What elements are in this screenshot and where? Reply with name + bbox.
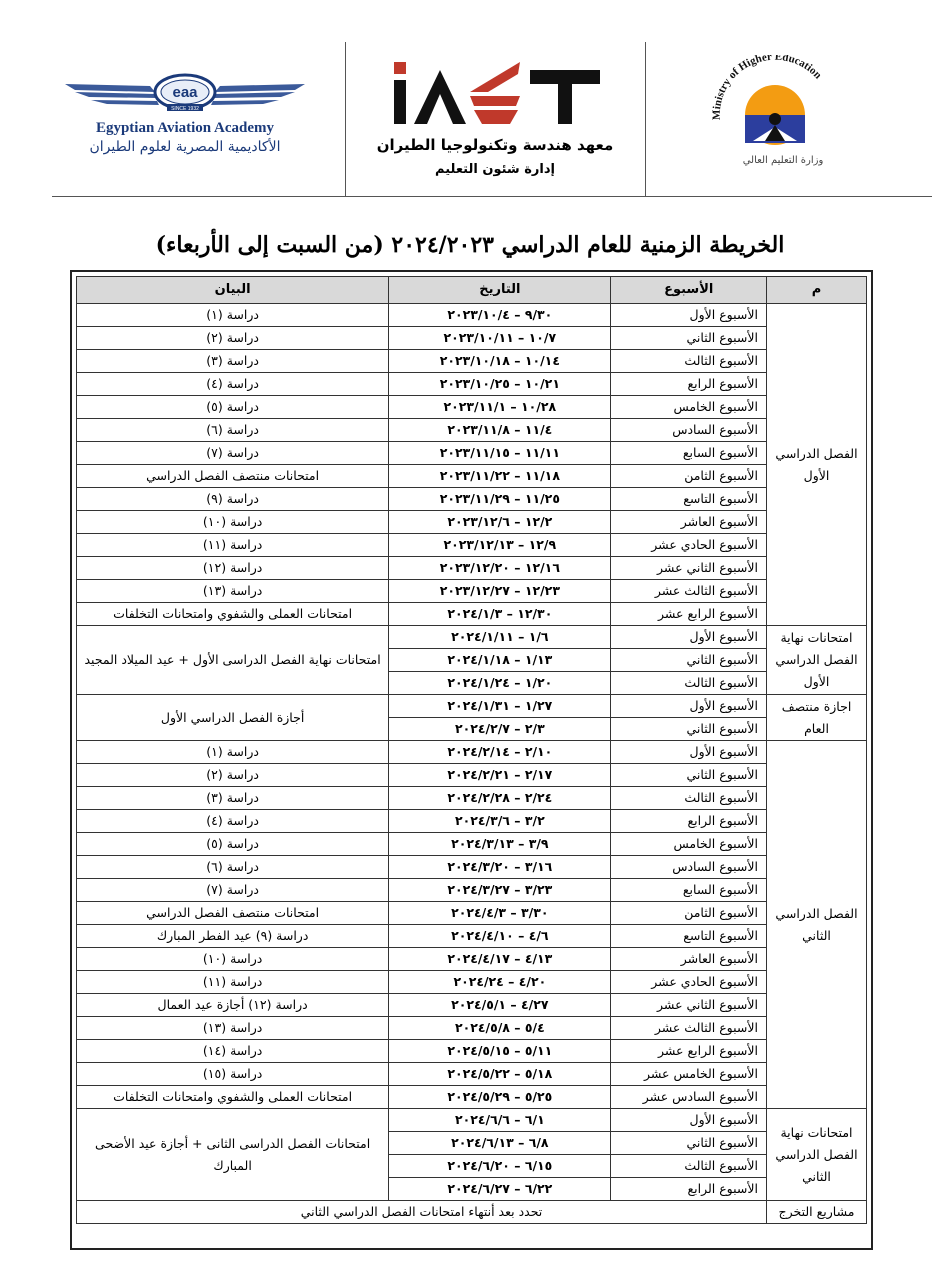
table-row [77, 396, 867, 419]
merged-desc-cell: امتحانات نهاية الفصل الدراسى الأول + عيد الميلاد المجيد [77, 626, 389, 695]
table-row [77, 902, 867, 925]
date-cell: ٣/٢٣ – ٢٠٢٤/٣/٢٧ [389, 879, 611, 902]
desc-cell: دراسة (٩) عيد الفطر المبارك [77, 925, 389, 948]
table-row [77, 879, 867, 902]
table-row [77, 488, 867, 511]
iaet-logo-icon [370, 52, 620, 132]
group-label: امتحانات نهاية الفصل الدراسي الثاني [767, 1109, 867, 1201]
week-cell: الأسبوع الرابع [611, 810, 767, 833]
date-cell: ٦/١٥ – ٢٠٢٤/٦/٢٠ [389, 1155, 611, 1178]
table-row [77, 833, 867, 856]
week-cell: الأسبوع الثاني [611, 327, 767, 350]
table-row [77, 373, 867, 396]
table-row [77, 1017, 867, 1040]
table-row [77, 442, 867, 465]
date-cell: ٤/١٣ – ٢٠٢٤/٤/١٧ [389, 948, 611, 971]
desc-cell: دراسة (١١) [77, 534, 389, 557]
table-row [77, 465, 867, 488]
week-cell: الأسبوع الأول [611, 626, 767, 649]
table-header-row [77, 277, 867, 304]
table-row [77, 1040, 867, 1063]
desc-cell: دراسة (١٠) [77, 948, 389, 971]
date-cell: ١٢/٣٠ – ٢٠٢٤/١/٣ [389, 603, 611, 626]
desc-cell: دراسة (٧) [77, 442, 389, 465]
week-cell: الأسبوع الرابع [611, 1178, 767, 1201]
table-row [77, 511, 867, 534]
date-cell: ١٢/٩ – ٢٠٢٣/١٢/١٣ [389, 534, 611, 557]
table-row [77, 626, 867, 649]
table-body [77, 304, 867, 1224]
iaet-logo-text: IAET [370, 52, 373, 53]
mohe-logo-icon [695, 55, 855, 175]
date-cell: ٢/١٧ – ٢٠٢٤/٢/٢١ [389, 764, 611, 787]
eaa-since-text: SINCE 1932 [171, 106, 199, 112]
table-row [77, 1086, 867, 1109]
week-cell: الأسبوع التاسع [611, 925, 767, 948]
date-cell: ٥/١٨ – ٢٠٢٤/٥/٢٢ [389, 1063, 611, 1086]
table-row [77, 971, 867, 994]
week-cell: الأسبوع الرابع [611, 373, 767, 396]
date-cell: ٥/٢٥ – ٢٠٢٤/٥/٢٩ [389, 1086, 611, 1109]
desc-cell: دراسة (١٢) أجازة عيد العمال [77, 994, 389, 1017]
iaet-dept-ar: إدارة شئون التعليم [435, 162, 555, 177]
desc-cell: دراسة (٣) [77, 350, 389, 373]
date-cell: ٥/٤ – ٢٠٢٤/٥/٨ [389, 1017, 611, 1040]
week-cell: الأسبوع الثاني عشر [611, 557, 767, 580]
iaet-name-ar: معهد هندسة وتكنولوجيا الطيران [376, 136, 614, 154]
week-cell: الأسبوع الثاني عشر [611, 994, 767, 1017]
header-desc: البيان [77, 277, 389, 304]
mohe-logo-block [695, 55, 855, 175]
schedule-table [76, 276, 867, 1224]
page-title: الخريطة الزمنية للعام الدراسي ٢٠٢٤/٢٠٢٣ (من السبت إلى الأربعاء) [155, 232, 785, 258]
date-cell: ١١/٢٥ – ٢٠٢٣/١١/٢٩ [389, 488, 611, 511]
date-cell: ١١/٤ – ٢٠٢٣/١١/٨ [389, 419, 611, 442]
eaa-logo-block [55, 70, 315, 155]
date-cell: ١١/١٨ – ٢٠٢٣/١١/٢٢ [389, 465, 611, 488]
table-row [77, 764, 867, 787]
desc-cell: دراسة (٥) [77, 396, 389, 419]
mohe-text-ar: وزارة التعليم العالي [742, 155, 824, 166]
table-row-footer [77, 1201, 867, 1224]
desc-cell: دراسة (١٣) [77, 1017, 389, 1040]
table-row [77, 350, 867, 373]
date-cell: ٣/١٦ – ٢٠٢٤/٣/٢٠ [389, 856, 611, 879]
desc-cell: امتحانات منتصف الفصل الدراسي [77, 902, 389, 925]
desc-cell: دراسة (١١) [77, 971, 389, 994]
date-cell: ٢/٢٤ – ٢٠٢٤/٢/٢٨ [389, 787, 611, 810]
date-cell: ١/٦ – ٢٠٢٤/١/١١ [389, 626, 611, 649]
week-cell: الأسبوع الثالث [611, 1155, 767, 1178]
table-row [77, 948, 867, 971]
iaet-logo [370, 52, 620, 132]
week-cell: الأسبوع الرابع عشر [611, 603, 767, 626]
week-cell: الأسبوع الأول [611, 741, 767, 764]
table-row [77, 695, 867, 718]
eaa-name-en: Egyptian Aviation Academy [95, 120, 275, 136]
page-header [0, 0, 947, 200]
desc-cell: دراسة (٥) [77, 833, 389, 856]
date-cell: ٢/٣ – ٢٠٢٤/٢/٧ [389, 718, 611, 741]
date-cell: ١٠/١٤ – ٢٠٢٣/١٠/١٨ [389, 350, 611, 373]
table-row [77, 327, 867, 350]
date-cell: ١٢/١٦ – ٢٠٢٣/١٢/٢٠ [389, 557, 611, 580]
table-row [77, 994, 867, 1017]
merged-desc-cell: امتحانات الفصل الدراسى الثانى + أجازة عيد الأضحى المبارك [77, 1109, 389, 1201]
week-cell: الأسبوع الثالث عشر [611, 1017, 767, 1040]
date-cell: ٤/٢٧ – ٢٠٢٤/٥/١ [389, 994, 611, 1017]
schedule-table-frame [70, 270, 873, 1250]
header-divider-left [345, 42, 346, 197]
table-row [77, 580, 867, 603]
desc-cell: دراسة (١٠) [77, 511, 389, 534]
table-row [77, 810, 867, 833]
desc-cell: دراسة (١) [77, 741, 389, 764]
eaa-logo-text: eaa [172, 84, 198, 101]
group-label: اجازة منتصف العام [767, 695, 867, 741]
week-cell: الأسبوع السادس [611, 856, 767, 879]
table-row [77, 856, 867, 879]
desc-cell: دراسة (١) [77, 304, 389, 327]
week-cell: الأسبوع الخامس [611, 396, 767, 419]
week-cell: الأسبوع السادس عشر [611, 1086, 767, 1109]
desc-cell: امتحانات العملى والشفوي وامتحانات التخلفات [77, 603, 389, 626]
date-cell: ١/٢٧ – ٢٠٢٤/١/٣١ [389, 695, 611, 718]
week-cell: الأسبوع التاسع [611, 488, 767, 511]
date-cell: ٣/٢ – ٢٠٢٤/٣/٦ [389, 810, 611, 833]
week-cell: الأسبوع الثاني [611, 718, 767, 741]
desc-cell: دراسة (٢) [77, 327, 389, 350]
week-cell: الأسبوع الخامس [611, 833, 767, 856]
desc-cell: دراسة (٤) [77, 810, 389, 833]
eaa-wings-logo [55, 70, 315, 118]
week-cell: الأسبوع الثاني [611, 1132, 767, 1155]
week-cell: الأسبوع الثاني [611, 649, 767, 672]
week-cell: الأسبوع الثالث [611, 350, 767, 373]
header-divider-right [645, 42, 646, 197]
header-rule [52, 196, 932, 197]
group-label: امتحانات نهاية الفصل الدراسي الأول [767, 626, 867, 695]
desc-cell: دراسة (١٢) [77, 557, 389, 580]
week-cell: الأسبوع الثامن [611, 902, 767, 925]
desc-cell: دراسة (٧) [77, 879, 389, 902]
iaet-logo-block [350, 52, 640, 177]
table-row [77, 1063, 867, 1086]
week-cell: الأسبوع الحادي عشر [611, 534, 767, 557]
header-week: الأسبوع [611, 277, 767, 304]
week-cell: الأسبوع العاشر [611, 511, 767, 534]
week-cell: الأسبوع الرابع عشر [611, 1040, 767, 1063]
merged-desc-cell: أجازة الفصل الدراسي الأول [77, 695, 389, 741]
week-cell: الأسبوع السابع [611, 879, 767, 902]
desc-cell: امتحانات منتصف الفصل الدراسي [77, 465, 389, 488]
week-cell: الأسبوع الخامس عشر [611, 1063, 767, 1086]
week-cell: الأسبوع السادس [611, 419, 767, 442]
table-row [77, 603, 867, 626]
date-cell: ٦/٨ – ٢٠٢٤/٦/١٣ [389, 1132, 611, 1155]
desc-cell: دراسة (٦) [77, 856, 389, 879]
date-cell: ٦/١ – ٢٠٢٤/٦/٦ [389, 1109, 611, 1132]
footer-desc-cell: تحدد بعد أنتهاء امتحانات الفصل الدراسي الثاني [77, 1201, 767, 1224]
desc-cell: دراسة (٣) [77, 787, 389, 810]
week-cell: الأسبوع الثاني [611, 764, 767, 787]
date-cell: ٦/٢٢ – ٢٠٢٤/٦/٢٧ [389, 1178, 611, 1201]
date-cell: ١/٢٠ – ٢٠٢٤/١/٢٤ [389, 672, 611, 695]
table-row [77, 557, 867, 580]
desc-cell: دراسة (٢) [77, 764, 389, 787]
group-label: الفصل الدراسي الأول [767, 304, 867, 626]
week-cell: الأسبوع الأول [611, 1109, 767, 1132]
eaa-name-ar: الأكاديمية المصرية لعلوم الطيران [89, 139, 281, 155]
week-cell: الأسبوع العاشر [611, 948, 767, 971]
date-cell: ٩/٣٠ – ٢٠٢٣/١٠/٤ [389, 304, 611, 327]
date-cell: ١١/١١ – ٢٠٢٣/١١/١٥ [389, 442, 611, 465]
week-cell: الأسبوع الحادي عشر [611, 971, 767, 994]
date-cell: ١٠/٧ – ٢٠٢٣/١٠/١١ [389, 327, 611, 350]
desc-cell: دراسة (٩) [77, 488, 389, 511]
group-label: مشاريع التخرج [767, 1201, 867, 1224]
date-cell: ٤/٢٠ – ٢٠٢٤/٢٤ [389, 971, 611, 994]
mohe-text-en: Ministry of Higher Education [710, 55, 824, 121]
date-cell: ٥/١١ – ٢٠٢٤/٥/١٥ [389, 1040, 611, 1063]
desc-cell: دراسة (٤) [77, 373, 389, 396]
week-cell: الأسبوع السابع [611, 442, 767, 465]
table-row [77, 741, 867, 764]
date-cell: ١٠/٢١ – ٢٠٢٣/١٠/٢٥ [389, 373, 611, 396]
group-label: الفصل الدراسي الثاني [767, 741, 867, 1109]
week-cell: الأسبوع الثالث [611, 787, 767, 810]
date-cell: ٣/٩ – ٢٠٢٤/٣/١٣ [389, 833, 611, 856]
week-cell: الأسبوع الأول [611, 695, 767, 718]
date-cell: ٢/١٠ – ٢٠٢٤/٢/١٤ [389, 741, 611, 764]
week-cell: الأسبوع الأول [611, 304, 767, 327]
desc-cell: دراسة (١٥) [77, 1063, 389, 1086]
date-cell: ١٢/٢ – ٢٠٢٣/١٢/٦ [389, 511, 611, 534]
week-cell: الأسبوع الثالث [611, 672, 767, 695]
header-date: التاريخ [389, 277, 611, 304]
week-cell: الأسبوع الثالث عشر [611, 580, 767, 603]
desc-cell: دراسة (٦) [77, 419, 389, 442]
date-cell: ١٢/٢٣ – ٢٠٢٣/١٢/٢٧ [389, 580, 611, 603]
date-cell: ٣/٣٠ – ٢٠٢٤/٤/٣ [389, 902, 611, 925]
date-cell: ١/١٣ – ٢٠٢٤/١/١٨ [389, 649, 611, 672]
table-row [77, 925, 867, 948]
table-row [77, 304, 867, 327]
desc-cell: دراسة (١٣) [77, 580, 389, 603]
wings-icon [55, 70, 315, 118]
desc-cell: امتحانات العملى والشفوي وامتحانات التخلفات [77, 1086, 389, 1109]
table-row [77, 787, 867, 810]
desc-cell: دراسة (١٤) [77, 1040, 389, 1063]
header-m: م [767, 277, 867, 304]
date-cell: ١٠/٢٨ – ٢٠٢٣/١١/١ [389, 396, 611, 419]
table-row [77, 419, 867, 442]
table-row [77, 534, 867, 557]
table-row [77, 1109, 867, 1132]
week-cell: الأسبوع الثامن [611, 465, 767, 488]
date-cell: ٤/٦ – ٢٠٢٤/٤/١٠ [389, 925, 611, 948]
